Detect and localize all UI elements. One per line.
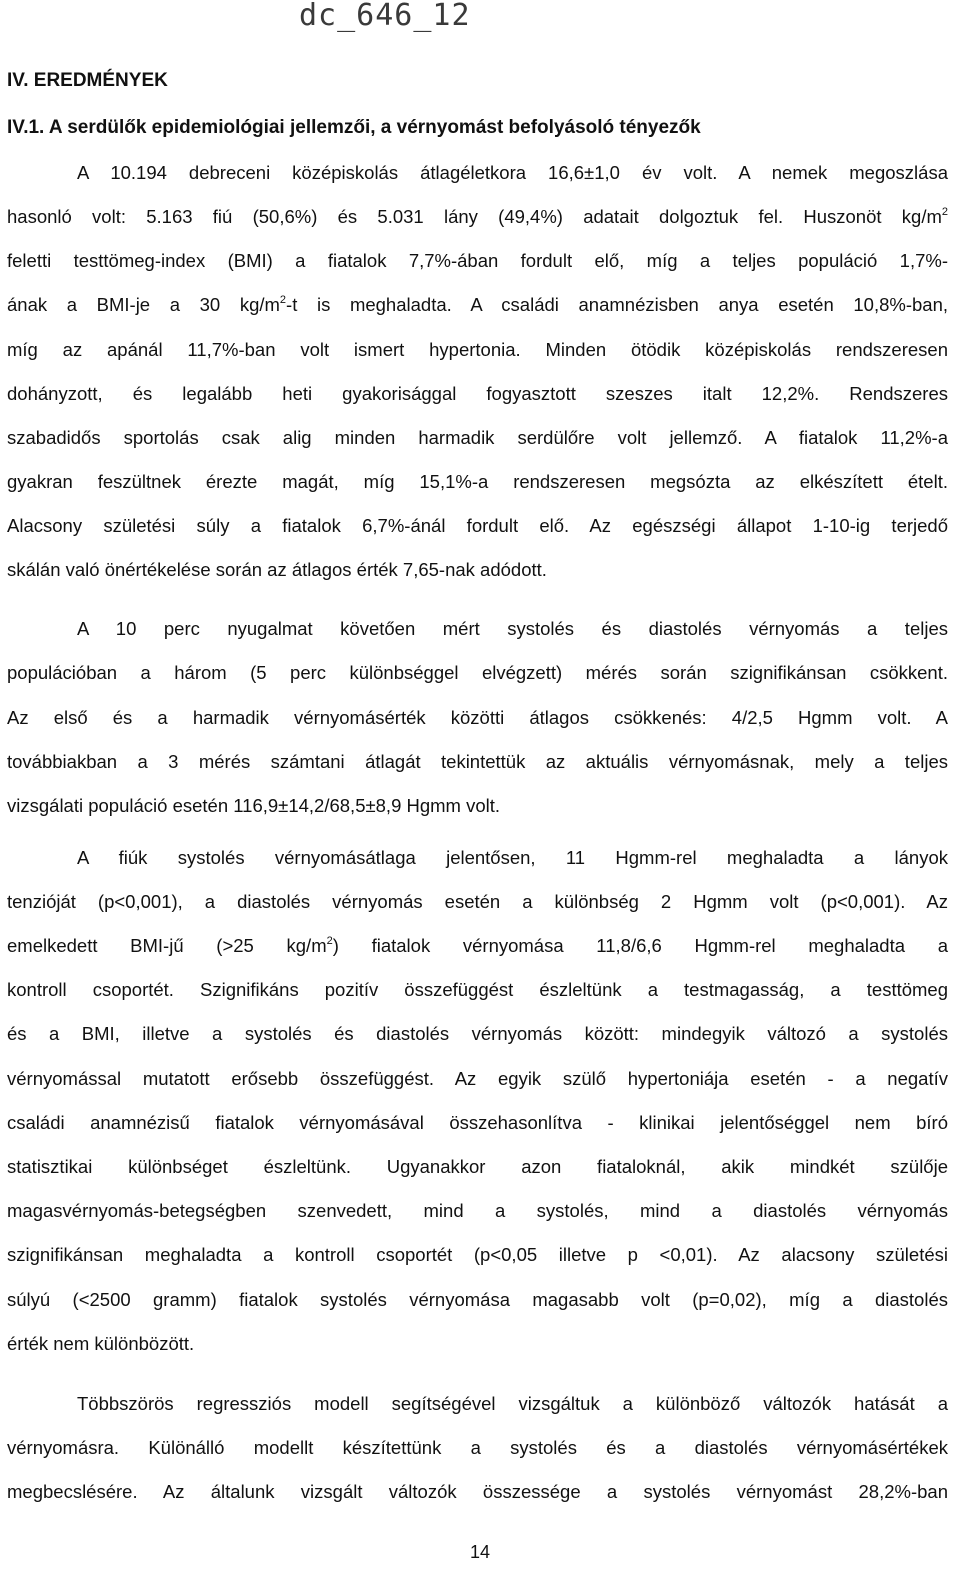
superscript: 2: [941, 206, 948, 218]
text-line: családi anamnézisű fiatalok vérnyomásával összehasonlítva - klinikai jelentőséggel nem bíró: [7, 1112, 948, 1133]
text-line: érték nem különbözött.: [7, 1333, 195, 1354]
text-line: magasvérnyomás-betegségben szenvedett, mind a systolés, mind a diastolés vérnyomás: [7, 1200, 948, 1221]
text-line: populációban a három (5 perc különbséggel elvégzett) mérés során szignifikánsan csökkent.: [7, 662, 948, 683]
superscript: 2: [279, 294, 287, 306]
text-line: míg az apánál 11,7%-ban volt ismert hypertonia. Minden ötödik középiskolás rendszeresen: [7, 339, 948, 360]
text-line: szignifikánsan meghaladta a kontroll csoportét (p<0,05 illetve p <0,01). Az alacsony születési: [7, 1244, 948, 1265]
text-span: ának a BMI-je a 30 kg/m: [7, 294, 280, 315]
text-line: vérnyomásra. Különálló modellt készítettünk a systolés és a diastolés vérnyomásértékek: [7, 1437, 948, 1458]
text-line: súlyú (<2500 gramm) fiatalok systolés vérnyomása magasabb volt (p=0,02), míg a diastolés: [7, 1289, 948, 1310]
text-line: továbbiakban a 3 mérés számtani átlagát tekintettük az aktuális vérnyomásnak, mely a teljes: [7, 751, 948, 772]
text-line: és a BMI, illetve a systolés és diastolés vérnyomás között: mindegyik változó a systolés: [7, 1023, 948, 1044]
text-line: skálán való önértékelése során az átlagos érték 7,65-nak adódott.: [7, 559, 547, 580]
document-id-header: dc_646_12: [299, 0, 471, 33]
text-span: -t is meghaladta. A családi anamnézisben anya esetén 10,8%-ban,: [286, 294, 948, 315]
text-line: A 10.194 debreceni középiskolás átlagéletkora 16,6±1,0 év volt. A nemek megoszlása: [77, 162, 948, 183]
text-line: Az első és a harmadik vérnyomásérték közötti átlagos csökkenés: 4/2,5 Hgmm volt. A: [7, 707, 948, 728]
text-line: tenzióját (p<0,001), a diastolés vérnyomás esetén a különbség 2 Hgmm volt (p<0,001). Az: [7, 891, 948, 912]
text-line: dohányzott, és legalább heti gyakorisággal fogyasztott szeszes italt 12,2%. Rendszeres: [7, 383, 948, 404]
text-span: ) fiatalok vérnyomása 11,8/6,6 Hgmm-rel meghaladta a: [332, 935, 948, 956]
text-line: A 10 perc nyugalmat követően mért systolés és diastolés vérnyomás a teljes: [77, 618, 948, 639]
text-line: Alacsony születési súly a fiatalok 6,7%-ánál fordult elő. Az egészségi állapot 1-10-ig terjedő: [7, 515, 948, 536]
text-line: Többszörös regressziós modell segítségével vizsgáltuk a különböző változók hatását a: [77, 1393, 948, 1414]
text-line: [7, 290, 948, 320]
section-heading: IV. EREDMÉNYEK: [7, 70, 168, 91]
text-line: feletti testtömeg-index (BMI) a fiatalok 7,7%-ában fordult elő, míg a teljes populáció 1,7%-: [7, 250, 948, 271]
text-line: vérnyomással mutatott erősebb összefüggést. Az egyik szülő hypertoniája esetén - a negatív: [7, 1068, 948, 1089]
superscript: 2: [326, 935, 333, 947]
text-line: megbecslésére. Az általunk vizsgált változók összessége a systolés vérnyomást 28,2%-ban: [7, 1481, 948, 1502]
text-line: gyakran feszültnek érezte magát, míg 15,1%-a rendszeresen megsózta az elkészített ételt.: [7, 471, 948, 492]
text-line: kontroll csoportét. Szignifikáns pozitív összefüggést észleltünk a testmagasság, a testtömeg: [7, 979, 948, 1000]
text-line: [7, 202, 948, 232]
text-span: emelkedett BMI-jű (>25 kg/m: [7, 935, 327, 956]
text-line: vizsgálati populáció esetén 116,9±14,2/68,5±8,9 Hgmm volt.: [7, 795, 501, 816]
text-span: hasonló volt: 5.163 fiú (50,6%) és 5.031 lány (49,4%) adatait dolgoztuk fel. Huszonöt kg/m: [7, 206, 942, 227]
page-number: 14: [469, 1542, 491, 1562]
text-line: [7, 931, 948, 961]
text-line: statisztikai különbséget észleltünk. Ugyanakkor azon fiataloknál, akik mindkét szülője: [7, 1156, 948, 1177]
text-line: A fiúk systolés vérnyomásátlaga jelentősen, 11 Hgmm-rel meghaladta a lányok: [77, 847, 948, 868]
text-line: szabadidős sportolás csak alig minden harmadik serdülőre volt jellemző. A fiatalok 11,2%-a: [7, 427, 948, 448]
subsection-heading: IV.1. A serdülők epidemiológiai jellemzői, a vérnyomást befolyásoló tényezők: [7, 117, 701, 138]
